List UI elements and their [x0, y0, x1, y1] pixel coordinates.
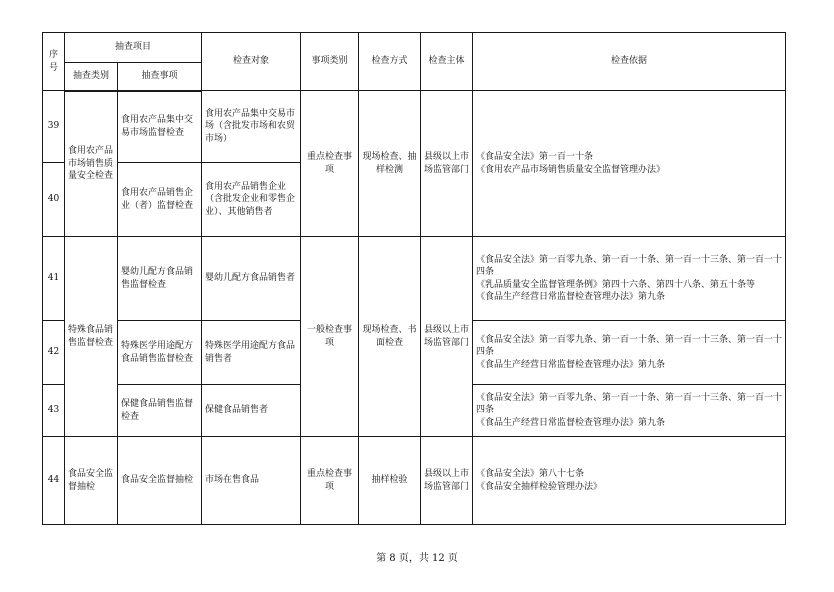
check-category: 特殊食品销售监督检查 [65, 237, 118, 437]
item-type: 一般检查事项 [301, 237, 359, 437]
row-number: 39 [43, 91, 65, 163]
check-target: 保健食品销售者 [202, 385, 301, 437]
header-type: 事项类别 [301, 33, 359, 91]
check-item: 婴幼儿配方食品销售监督检查 [118, 237, 202, 321]
check-item: 食用农产品集中交易市场监督检查 [118, 91, 202, 163]
item-type: 重点检查事项 [301, 91, 359, 237]
header-row-top [43, 33, 786, 63]
check-subject: 县级以上市场监管部门 [421, 237, 473, 437]
item-type: 重点检查事项 [301, 437, 359, 525]
row-number: 43 [43, 385, 65, 437]
header-target: 检查对象 [202, 33, 301, 91]
row-number: 40 [43, 163, 65, 237]
inspection-table [42, 32, 786, 525]
check-item: 食用农产品销售企业（者）监督检查 [118, 163, 202, 237]
check-item: 食品安全监督抽检 [118, 437, 202, 525]
check-basis: 《食品安全法》第一百零九条、第一百一十条、第一百一十三条、第一百一十四条 《食品生产经营日常监督检查管理办法》第九条 [473, 321, 786, 385]
check-method: 抽样检验 [359, 437, 421, 525]
check-target: 食用农产品集中交易市场（含批发市场和农贸市场） [202, 91, 301, 163]
check-basis: 《食品安全法》第一百一十条 《食用农产品市场销售质量安全监督管理办法》 [473, 91, 786, 237]
check-basis: 《食品安全法》第一百零九条、第一百一十条、第一百一十三条、第一百一十四条 《乳品质量安全监督管理条例》第四十六条、第四十八条、第五十条等 《食品生产经营日常监督检查管理办法》第九条 [473, 237, 786, 321]
table-row [43, 237, 786, 321]
row-number: 41 [43, 237, 65, 321]
row-number: 44 [43, 437, 65, 525]
header-subject: 检查主体 [421, 33, 473, 91]
check-item: 特殊医学用途配方食品销售监督检查 [118, 321, 202, 385]
header-basis: 检查依据 [473, 33, 786, 91]
header-item: 抽查事项 [118, 63, 202, 91]
table-row [43, 91, 786, 163]
check-subject: 县级以上市场监管部门 [421, 437, 473, 525]
check-basis: 《食品安全法》第一百零九条、第一百一十条、第一百一十三条、第一百一十四条 《食品生产经营日常监督检查管理办法》第九条 [473, 385, 786, 437]
check-target: 食用农产品销售企业（含批发企业和零售企业）、其他销售者 [202, 163, 301, 237]
header-project: 抽查项目 [65, 33, 202, 63]
check-basis: 《食品安全法》第八十七条 《食品安全抽样检验管理办法》 [473, 437, 786, 525]
row-number: 42 [43, 321, 65, 385]
header-method: 检查方式 [359, 33, 421, 91]
check-target: 特殊医学用途配方食品销售者 [202, 321, 301, 385]
check-target: 婴幼儿配方食品销售者 [202, 237, 301, 321]
table-row [43, 437, 786, 525]
page-footer: 第 8 页，共 12 页 [376, 553, 458, 564]
check-method: 现场检查、书面检查 [359, 237, 421, 437]
check-category: 食品安全监督抽检 [65, 437, 118, 525]
check-method: 现场检查、抽样检测 [359, 91, 421, 237]
header-category: 抽查类别 [65, 63, 118, 91]
check-target: 市场在售食品 [202, 437, 301, 525]
check-item: 保健食品销售监督检查 [118, 385, 202, 437]
check-subject: 县级以上市场监管部门 [421, 91, 473, 237]
check-category: 食用农产品市场销售质量安全检查 [65, 91, 118, 237]
header-seq: 序号 [43, 33, 65, 91]
